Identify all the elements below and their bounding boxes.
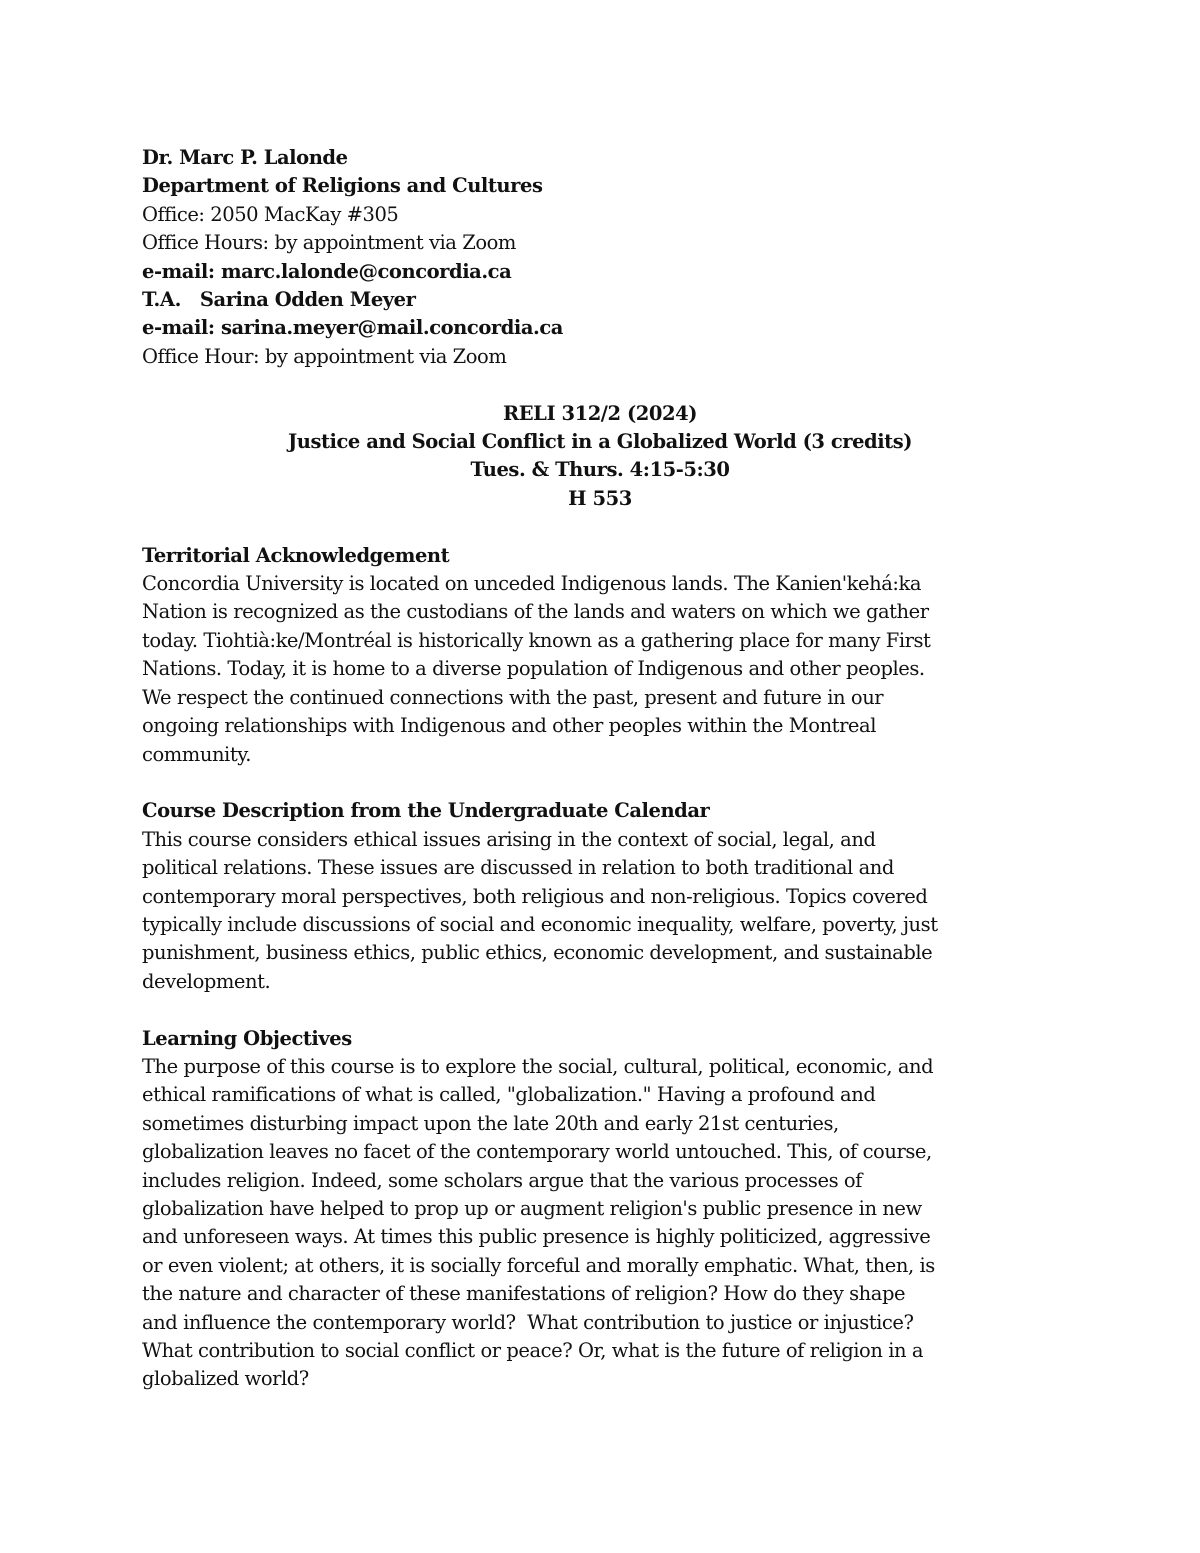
paragraph-line: punishment, business ethics, public ethics, economic development, and sustainable bbox=[142, 941, 933, 965]
paragraph-line: typically include discussions of social and economic inequality, welfare, poverty, just bbox=[142, 912, 938, 936]
paragraph-line: This course considers ethical issues arising in the context of social, legal, and bbox=[142, 827, 876, 851]
paragraph-line: community. bbox=[142, 742, 251, 766]
spacer bbox=[142, 769, 1062, 797]
syllabus-page bbox=[142, 144, 1062, 1394]
paragraph-line: globalization leaves no facet of the contemporary world untouched. This, of course, bbox=[142, 1140, 932, 1164]
spacer bbox=[142, 371, 1062, 399]
paragraph-line: The purpose of this course is to explore the social, cultural, political, economic, and bbox=[142, 1054, 934, 1078]
paragraph-line: Nation is recognized as the custodians of the lands and waters on which we gather bbox=[142, 600, 929, 624]
paragraph-line: the nature and character of these manifestations of religion? How do they shape bbox=[142, 1282, 906, 1306]
section-learning-objectives bbox=[142, 1025, 1062, 1394]
section-territorial-acknowledgement bbox=[142, 542, 1062, 769]
paragraph-line: Nations. Today, it is home to a diverse population of Indigenous and other peoples. bbox=[142, 657, 925, 681]
paragraph-line: or even violent; at others, it is socially forceful and morally emphatic. What, then, is bbox=[142, 1253, 935, 1277]
paragraph-line: sometimes disturbing impact upon the late 20th and early 21st centuries, bbox=[142, 1111, 839, 1135]
course-header bbox=[142, 400, 1062, 514]
paragraph-line: today. Tiohtià:ke/Montréal is historically known as a gathering place for many First bbox=[142, 628, 931, 652]
department-name: Department of Religions and Cultures bbox=[142, 174, 543, 198]
spacer bbox=[142, 513, 1062, 541]
paragraph-line: development. bbox=[142, 969, 271, 993]
paragraph-line: globalization have helped to prop up or augment religion's public presence in new bbox=[142, 1196, 922, 1220]
paragraph-line: Concordia University is located on unceded Indigenous lands. The Kanien'kehá:ka bbox=[142, 572, 922, 596]
section-course-description bbox=[142, 797, 1062, 996]
section-heading: Territorial Acknowledgement bbox=[142, 543, 450, 567]
section-heading: Learning Objectives bbox=[142, 1026, 352, 1050]
instructor-block bbox=[142, 144, 1062, 371]
course-schedule: Tues. & Thurs. 4:15-5:30 bbox=[470, 458, 730, 482]
instructor-office-hours: Office Hours: by appointment via Zoom bbox=[142, 231, 516, 255]
instructor-office: Office: 2050 MacKay #305 bbox=[142, 202, 399, 226]
spacer bbox=[142, 996, 1062, 1024]
ta-email: e-mail: sarina.meyer@mail.concordia.ca bbox=[142, 316, 563, 340]
instructor-name: Dr. Marc P. Lalonde bbox=[142, 146, 348, 169]
paragraph-line: political relations. These issues are discussed in relation to both traditional and bbox=[142, 856, 894, 880]
course-title: Justice and Social Conflict in a Globalized World (3 credits) bbox=[287, 430, 913, 454]
paragraph-line: and influence the contemporary world? What contribution to justice or injustice? bbox=[142, 1310, 914, 1334]
paragraph-line: globalized world? bbox=[142, 1367, 309, 1391]
section-body bbox=[142, 570, 1062, 769]
paragraph-line: contemporary moral perspectives, both religious and non-religious. Topics covered bbox=[142, 884, 928, 908]
section-heading: Course Description from the Undergraduate Calendar bbox=[142, 799, 710, 823]
ta-office-hours: Office Hour: by appointment via Zoom bbox=[142, 344, 507, 368]
section-body bbox=[142, 826, 1062, 996]
paragraph-line: includes religion. Indeed, some scholars argue that the various processes of bbox=[142, 1168, 862, 1192]
paragraph-line: What contribution to social conflict or peace? Or, what is the future of religion in a bbox=[142, 1339, 924, 1362]
ta-name: T.A. Sarina Odden Meyer bbox=[142, 288, 416, 312]
instructor-email: e-mail: marc.lalonde@concordia.ca bbox=[142, 259, 512, 283]
paragraph-line: ethical ramifications of what is called, "globalization." Having a profound and bbox=[142, 1083, 876, 1107]
section-body bbox=[142, 1053, 1062, 1394]
paragraph-line: ongoing relationships with Indigenous and other peoples within the Montreal bbox=[142, 714, 876, 738]
paragraph-line: and unforeseen ways. At times this public presence is highly politicized, aggressive bbox=[142, 1225, 931, 1249]
paragraph-line: We respect the continued connections with the past, present and future in our bbox=[142, 685, 884, 709]
course-code: RELI 312/2 (2024) bbox=[503, 401, 697, 425]
course-room: H 553 bbox=[568, 486, 632, 510]
